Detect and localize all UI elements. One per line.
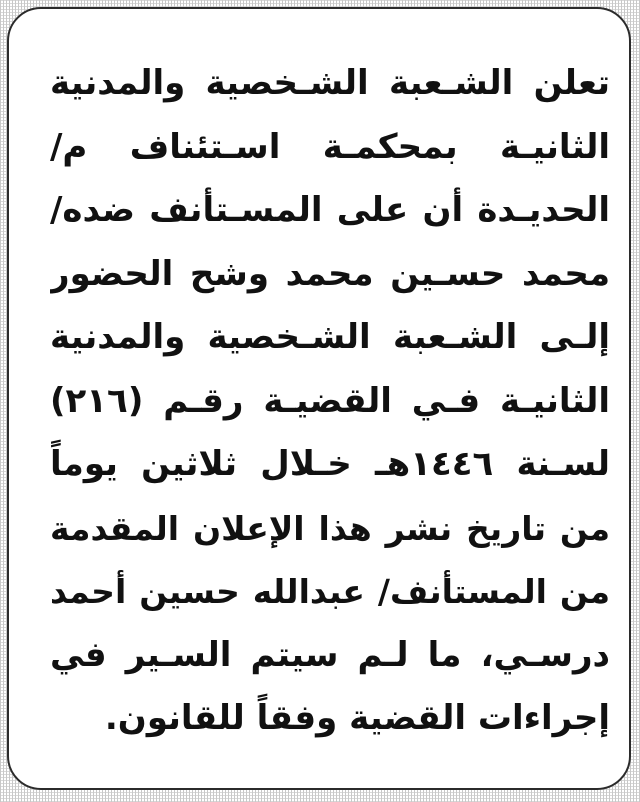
notice-line-5: إلـى الشـعبة الشـخصية والمدنية <box>50 317 610 357</box>
notice-line-10: درسـي، ما لـم سيتم السـير في <box>50 634 610 675</box>
notice-line-4: محمد حسـين محمد وشح الحضور <box>50 253 610 294</box>
notice-line-2: الثانيـة بمحكمـة اسـتئناف م/ <box>50 126 610 167</box>
notice-line-1: تعلن الشـعبة الشـخصية والمدنية <box>50 63 610 103</box>
notice-line-6: الثانيـة فـي القضيـة رقـم (٢١٦) <box>50 380 610 421</box>
notice-line-7: لسـنة ١٤٤٦هـ خـلال ثلاثين يوماً <box>50 444 610 484</box>
notice-body <box>50 52 610 751</box>
notice-line-9: من المستأنف/ عبدالله حسين أحمد <box>50 572 610 611</box>
notice-line-8: من تاريخ نشر هذا الإعلان المقدمة <box>50 508 610 548</box>
notice-line-3: الحديـدة أن على المسـتأنف ضده/ <box>50 190 610 230</box>
notice-line-11: إجراءات القضية وفقاً للقانون. <box>104 698 610 738</box>
